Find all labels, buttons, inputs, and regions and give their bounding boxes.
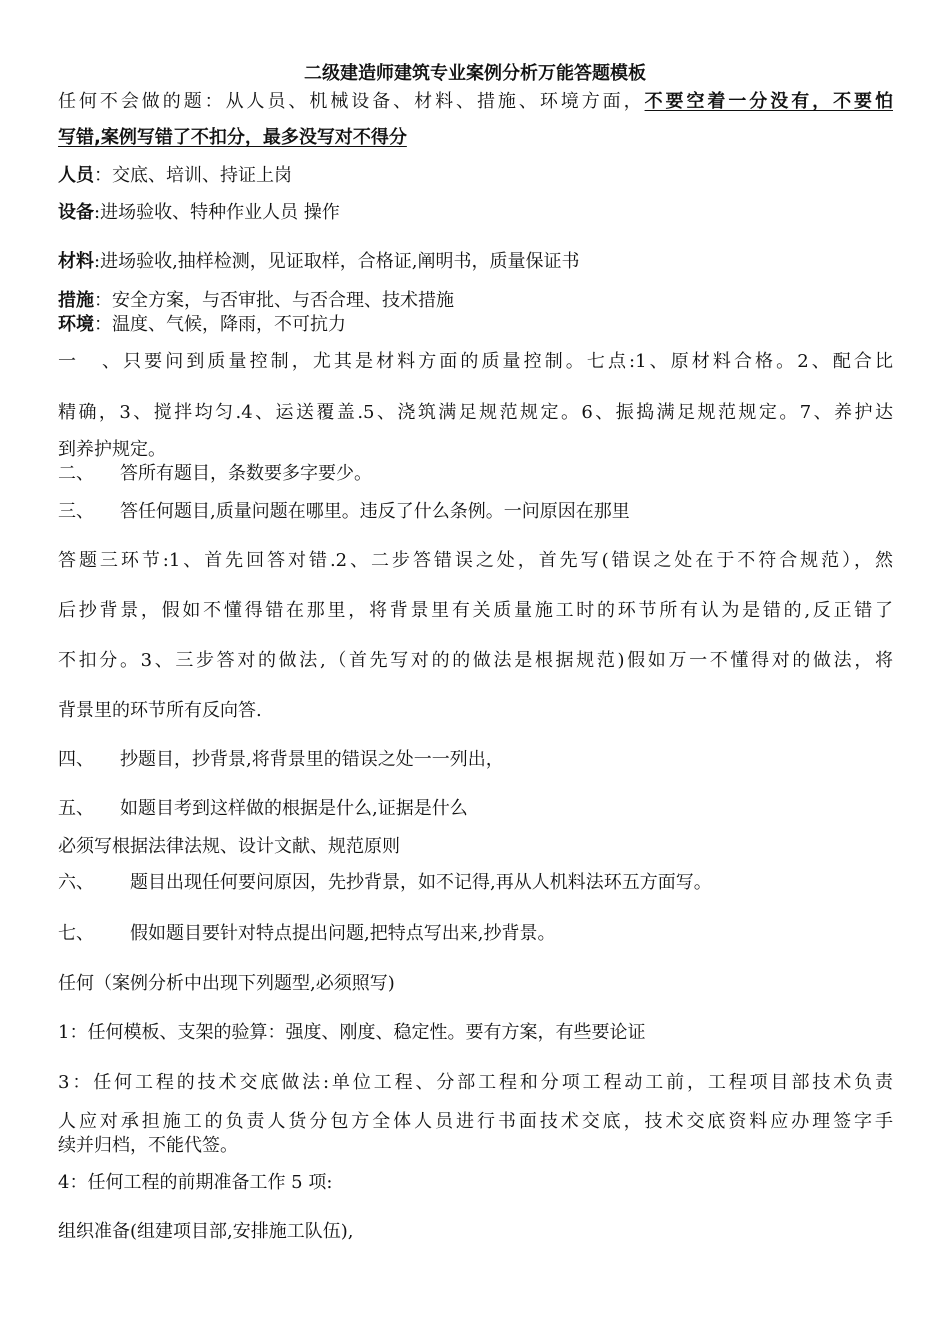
factor-measures [58,289,893,313]
section-3 [58,500,893,524]
section-text: 答任何题目,质量问题在哪里。违反了什么条例。一问原因在那里 [120,501,630,522]
section-3-para-2: 后抄背景，假如不懂得错在那里，将背景里有关质量施工时的环节所有认为是错的,反正错了 [58,600,893,621]
factor-sep: : [94,202,101,223]
intro-line-1 [58,90,893,114]
item-1: 1：任何模板、支架的验算：强度、刚度、稳定性。要有方案，有些要论证 [58,1022,646,1043]
factor-label: 措施 [58,290,94,311]
section-6 [58,871,893,895]
section-5 [58,797,893,821]
factor-label: 设备 [58,202,94,223]
intro-line-2 [58,126,893,150]
factor-equipment [58,201,893,225]
section-7 [58,922,893,946]
section-4 [58,748,893,772]
section-text: 题目出现任何要问原因，先抄背景，如不记得,再从人机料法环五方面写。 [130,872,712,893]
factor-materials [58,250,893,274]
intro-emphasis-a: 不要空着一分没有，不要怕 [644,91,893,112]
section-3-para-1: 答题三环节:1、首先回答对错.2、二步答错误之处，首先写(错误之处在于不符合规范），然 [58,550,893,571]
section-text: 抄题目，抄背景,将背景里的错误之处一一列出， [120,749,504,770]
section-text: 如题目考到这样做的根据是什么,证据是什么 [120,798,468,819]
intro-emphasis-b: 写错,案例写错了不扣分，最多没写对不得分 [58,127,407,148]
section-1-line-3: 到养护规定。 [58,439,166,460]
section-number: 五、 [58,798,94,819]
section-number: 七、 [58,923,94,944]
factor-label: 环境 [58,314,94,335]
section-text: 答所有题目，条数要多字要少。 [120,463,372,484]
factor-label: 材料 [58,251,94,272]
item-3-line-3: 续并归档，不能代签。 [58,1135,238,1156]
section-2 [58,462,893,486]
document-title: 二级建造师建筑专业案例分析万能答题模板 [304,63,646,84]
section-number: 二、 [58,463,94,484]
section-3-para-3: 不扣分。3、三步答对的做法,（首先写对的的做法是根据规范)假如万一不懂得对的做法，将 [58,650,893,671]
section-number: 六、 [58,872,94,893]
factor-sep: : [94,251,101,272]
factor-sep: ： [94,165,112,186]
section-number: 三、 [58,501,94,522]
item-3-line-1: 3：任何工程的技术交底做法:单位工程、分部工程和分项工程动工前，工程项目部技术负责 [58,1072,893,1093]
section-5-sub: 必须写根据法律法规、设计文献、规范原则 [58,836,400,857]
section-text: 假如题目要针对特点提出问题,把特点写出来,抄背景。 [130,923,556,944]
section-1-line-2: 精确，3、搅拌均匀.4、运送覆盖.5、浇筑满足规范规定。6、振捣满足规范规定。7、养护达 [58,402,893,423]
factor-text: 进场验收、特种作业人员 操作 [100,202,340,223]
any-heading: 任何（案例分析中出现下列题型,必须照写) [58,973,395,994]
factor-text: 交底、培训、持证上岗 [112,165,292,186]
factor-text: 温度、气候，降雨，不可抗力 [112,314,346,335]
factor-text: 安全方案，与否审批、与否合理、技术措施 [112,290,454,311]
section-1-line-1 [58,350,893,374]
item-3-line-2: 人应对承担施工的负责人货分包方全体人员进行书面技术交底，技术交底资料应办理签字手 [58,1111,893,1132]
factor-text: 进场验收,抽样检测，见证取样，合格证,阐明书，质量保证书 [100,251,580,272]
factor-sep: ： [94,290,112,311]
intro-plain: 任何不会做的题：从人员、机械设备、材料、措施、环境方面， [58,91,645,112]
factor-environment [58,313,893,337]
section-number: 一、 [58,351,120,372]
section-3-para-4: 背景里的环节所有反向答. [58,700,262,721]
section-text: 只要问到质量控制，尤其是材料方面的质量控制。七点:1、原材料合格。2、配合比 [120,351,893,372]
factor-label: 人员 [58,165,94,186]
factor-sep: ： [94,314,112,335]
item-4-sub: 组织准备(组建项目部,安排施工队伍), [58,1221,354,1242]
factor-personnel [58,164,893,188]
item-4: 4：任何工程的前期准备工作 5 项: [58,1172,333,1193]
section-number: 四、 [58,749,94,770]
